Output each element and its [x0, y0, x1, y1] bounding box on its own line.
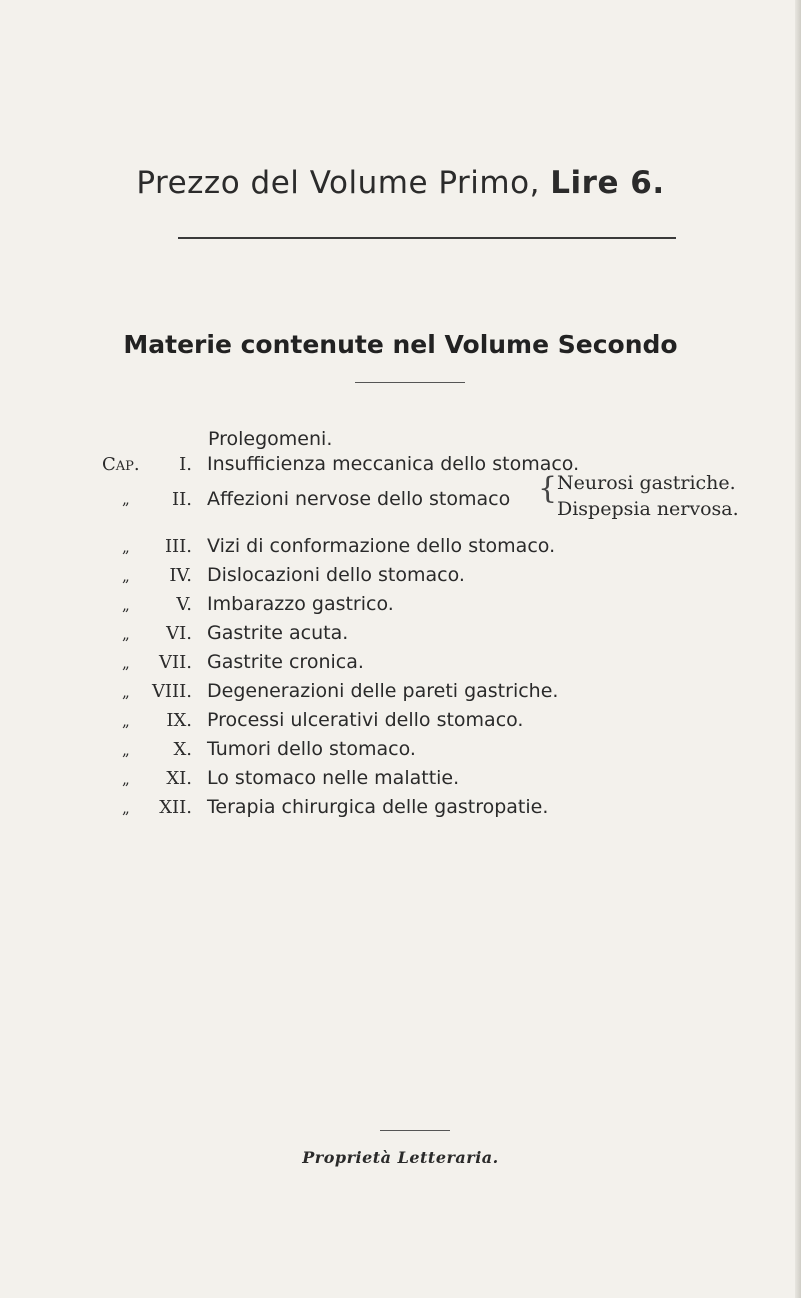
- price-value: Lire 6.: [550, 165, 665, 201]
- ditto-mark: „: [122, 770, 130, 788]
- sub-item: Dispepsia nervosa.: [557, 498, 739, 520]
- chapter-title: Gastrite cronica.: [207, 651, 364, 673]
- ditto-mark: „: [122, 712, 130, 730]
- chapter-numeral: VI.: [166, 623, 192, 644]
- chapter-title: Imbarazzo gastrico.: [207, 593, 394, 615]
- prolegomena-entry: Prolegomeni.: [208, 428, 333, 450]
- chapter-numeral: VII.: [159, 652, 192, 673]
- ditto-mark: „: [122, 490, 130, 508]
- chapter-numeral: VIII.: [151, 681, 192, 702]
- price-text: Prezzo del Volume Primo,: [136, 165, 540, 201]
- ditto-mark: „: [122, 654, 130, 672]
- copyright-notice: Proprietà Letteraria.: [302, 1148, 499, 1167]
- price-heading: [0, 165, 801, 201]
- ditto-mark: „: [122, 741, 130, 759]
- ditto-mark: „: [122, 683, 130, 701]
- chapter-title: Tumori dello stomaco.: [207, 738, 416, 760]
- chapter-numeral: XII.: [159, 797, 192, 818]
- ditto-mark: „: [122, 567, 130, 585]
- chapter-numeral: I.: [179, 454, 192, 475]
- top-rule: [178, 237, 676, 239]
- chapter-title: Affezioni nervose dello stomaco: [207, 488, 511, 510]
- ditto-mark: „: [122, 799, 130, 817]
- chapter-title: Lo stomaco nelle malattie.: [207, 767, 460, 789]
- brace-symbol: {: [538, 471, 558, 506]
- chapter-title: Terapia chirurgica delle gastropatie.: [207, 796, 549, 818]
- chapter-numeral: III.: [164, 536, 192, 557]
- ditto-mark: „: [122, 538, 130, 556]
- chapter-title: Processi ulcerativi dello stomaco.: [207, 709, 524, 731]
- chapter-numeral: II.: [172, 489, 192, 510]
- chapter-title: Insufficienza meccanica dello stomaco.: [207, 453, 580, 475]
- chapter-numeral: X.: [173, 739, 192, 760]
- cap-label: Cap.: [102, 454, 140, 475]
- footer-divider: [380, 1130, 450, 1131]
- chapter-title: Dislocazioni dello stomaco.: [207, 564, 465, 586]
- chapter-numeral: IV.: [169, 565, 192, 586]
- contents-heading: Materie contenute nel Volume Secondo: [123, 330, 678, 359]
- chapter-numeral: IX.: [166, 710, 192, 731]
- sub-item: Neurosi gastriche.: [557, 472, 736, 494]
- chapter-title: Degenerazioni delle pareti gastriche.: [207, 680, 559, 702]
- ditto-mark: „: [122, 625, 130, 643]
- chapter-numeral: V.: [176, 594, 192, 615]
- ditto-mark: „: [122, 596, 130, 614]
- chapter-title: Gastrite acuta.: [207, 622, 349, 644]
- heading-divider: [355, 382, 465, 383]
- chapter-title: Vizi di conformazione dello stomaco.: [207, 535, 556, 557]
- chapter-numeral: XI.: [166, 768, 192, 789]
